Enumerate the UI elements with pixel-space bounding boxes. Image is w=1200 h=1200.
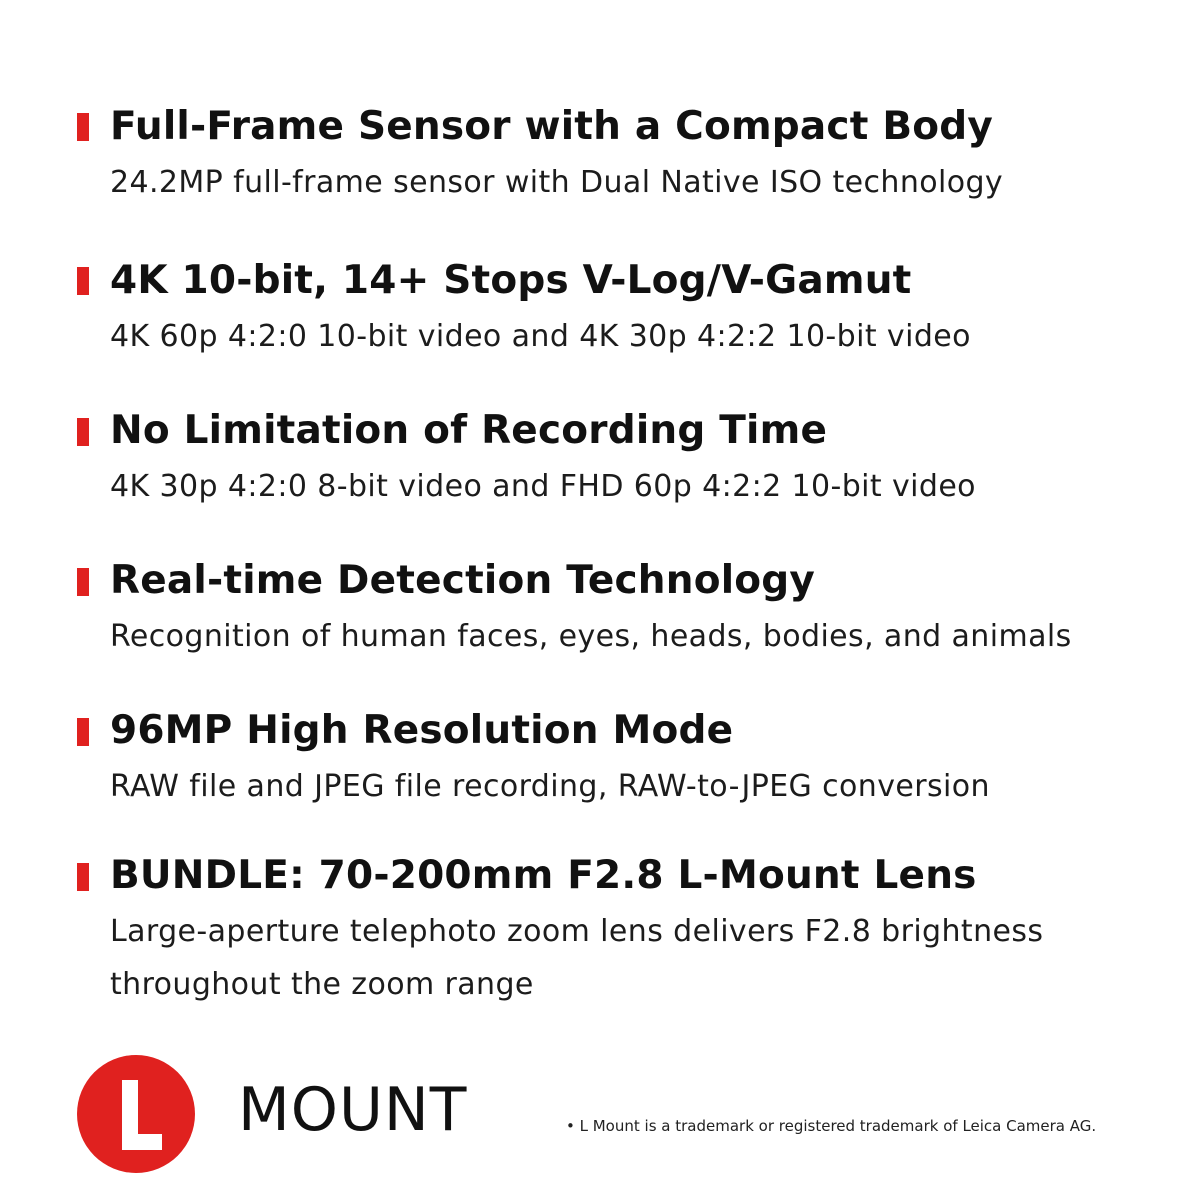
red-bullet-marker	[77, 113, 89, 141]
feature-description: 4K 60p 4:2:0 10-bit video and 4K 30p 4:2:2 10-bit video	[110, 319, 971, 354]
feature-title: Full-Frame Sensor with a Compact Body	[110, 104, 994, 149]
feature-title: 4K 10-bit, 14+ Stops V-Log/V-Gamut	[110, 258, 912, 303]
feature-description: Recognition of human faces, eyes, heads, bodies, and animals	[110, 619, 1072, 654]
feature-description: throughout the zoom range	[110, 967, 534, 1002]
red-bullet-marker	[77, 718, 89, 746]
feature-description: 24.2MP full-frame sensor with Dual Native ISO technology	[110, 165, 1004, 200]
red-bullet-marker	[77, 863, 89, 891]
logo-letter: L	[76, 1054, 77, 1055]
trademark-note: • L Mount is a trademark or registered trademark of Leica Camera AG.	[566, 1117, 1097, 1135]
feature-title: No Limitation of Recording Time	[110, 408, 828, 453]
feature-title: Real-time Detection Technology	[110, 558, 816, 603]
feature-title: BUNDLE: 70-200mm F2.8 L-Mount Lens	[110, 853, 977, 898]
red-bullet-marker	[77, 267, 89, 295]
red-bullet-marker	[77, 568, 89, 596]
mount-logo-text: MOUNT	[238, 1075, 468, 1145]
feature-description: 4K 30p 4:2:0 8-bit video and FHD 60p 4:2:2 10-bit video	[110, 469, 976, 504]
feature-description: RAW file and JPEG file recording, RAW-to-JPEG conversion	[110, 769, 990, 804]
feature-title: 96MP High Resolution Mode	[110, 708, 734, 753]
red-bullet-marker	[77, 418, 89, 446]
l-mount-logo-icon	[76, 1054, 196, 1174]
feature-description: Large-aperture telephoto zoom lens delivers F2.8 brightness	[110, 914, 1044, 949]
